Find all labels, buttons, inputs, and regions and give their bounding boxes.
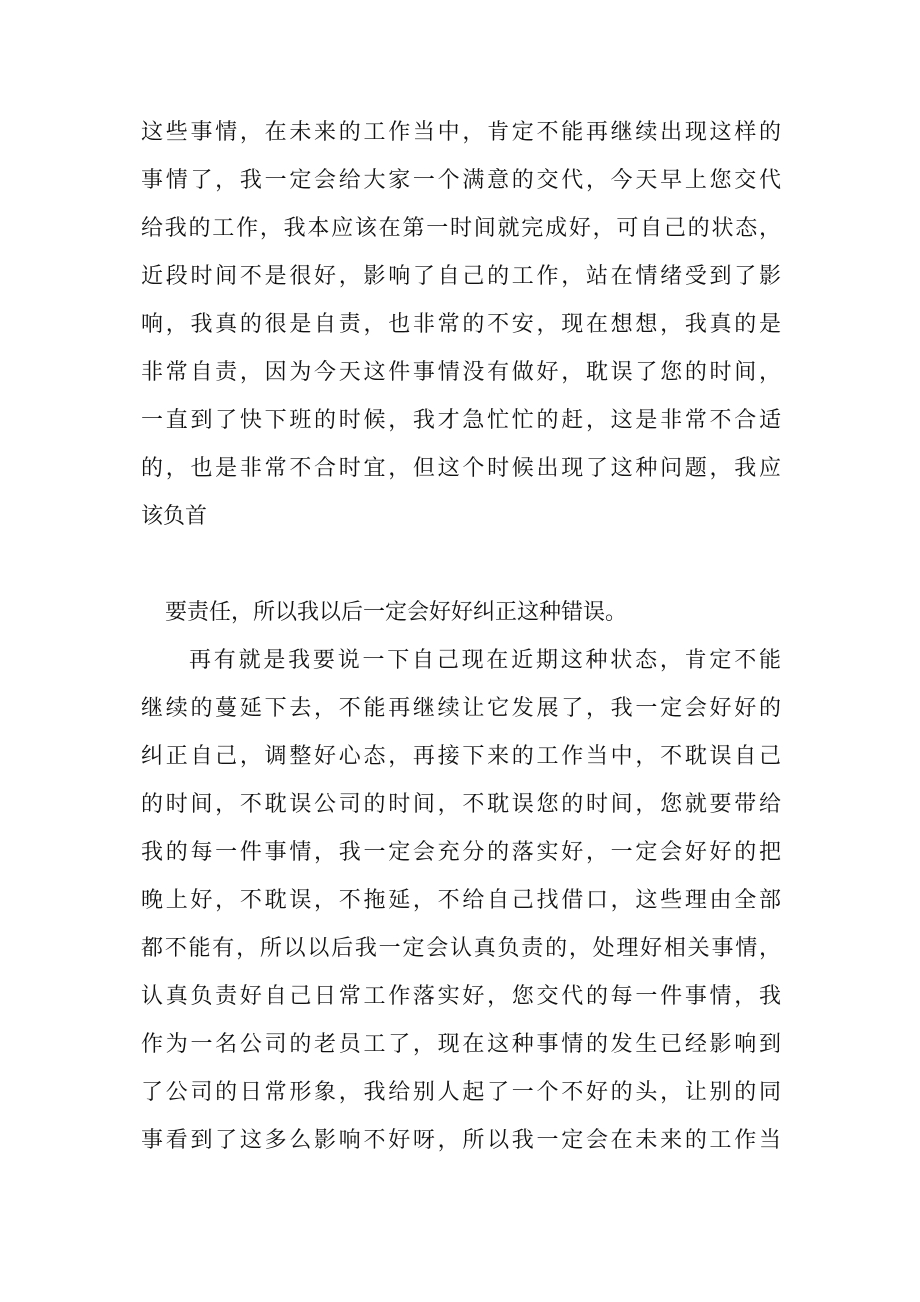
text-line: 该负首 [141,504,208,529]
text-line: 这些事情，在未来的工作当中，肯定不能再继续出现这样的 [141,120,781,145]
text-line: 一直到了快下班的时候，我才急忙忙的赶，这是非常不合适 [141,408,781,433]
text-line: 的，也是非常不合时宜，但这个时候出现了这种问题，我应 [141,456,781,481]
text-line: 非常自责，因为今天这件事情没有做好，耽误了您的时间， [141,360,781,385]
text-line: 要责任，所以我以后一定会好好纠正这种错误。 [165,600,628,625]
text-line: 认真负责好自己日常工作落实好，您交代的每一件事情，我 [141,984,781,1009]
text-line: 纠正自己，调整好心态，再接下来的工作当中，不耽误自己 [141,744,781,769]
text-line: 响，我真的很是自责，也非常的不安，现在想想，我真的是 [141,312,781,337]
text-line: 作为一名公司的老员工了，现在这种事情的发生已经影响到 [141,1032,781,1057]
text-line: 了公司的日常形象，我给别人起了一个不好的头，让别的同 [141,1080,781,1105]
text-line: 事看到了这多么影响不好呀，所以我一定会在未来的工作当 [141,1128,781,1153]
text-line: 事情了，我一定会给大家一个满意的交代，今天早上您交代 [141,168,781,193]
text-line: 我的每一件事情，我一定会充分的落实好，一定会好好的把 [141,840,781,865]
text-line: 的时间，不耽误公司的时间，不耽误您的时间，您就要带给 [141,792,781,817]
text-line: 都不能有，所以以后我一定会认真负责的，处理好相关事情， [141,936,781,961]
text-line: 晚上好，不耽误，不拖延，不给自己找借口，这些理由全部 [141,888,781,913]
text-line: 给我的工作，我本应该在第一时间就完成好，可自己的状态， [141,216,781,241]
text-line: 再有就是我要说一下自己现在近期这种状态，肯定不能 [189,648,781,673]
text-line: 近段时间不是很好，影响了自己的工作，站在情绪受到了影 [141,264,781,289]
text-line: 继续的蔓延下去，不能再继续让它发展了，我一定会好好的 [141,696,781,721]
